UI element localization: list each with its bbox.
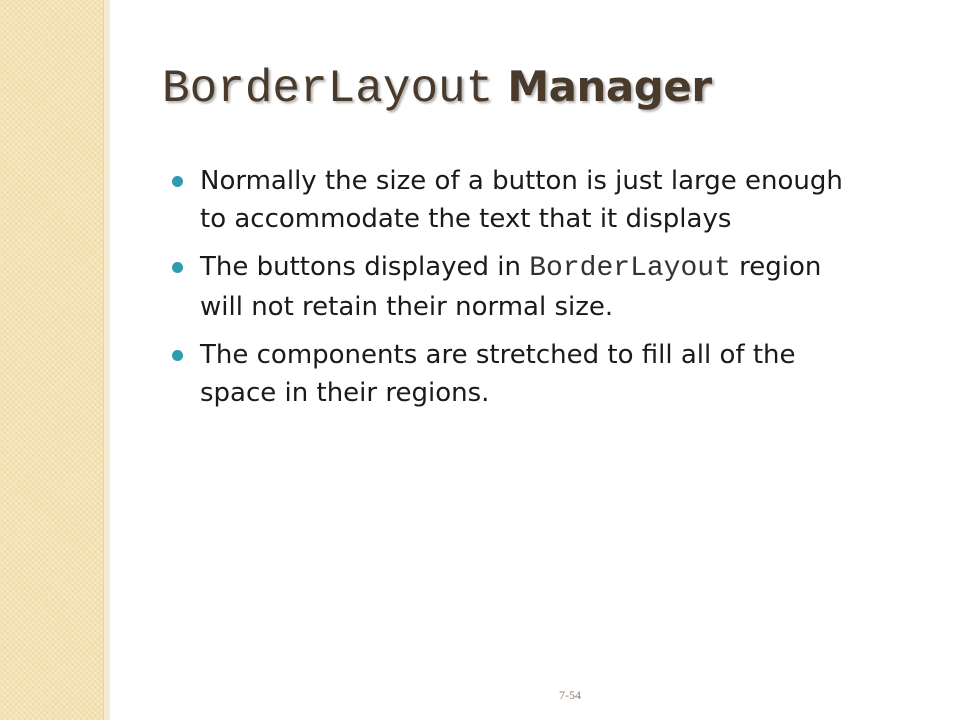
- bullet-text: The components are stretched to fill all of the space in their regions.: [200, 340, 796, 408]
- decorative-side-line: [103, 0, 110, 720]
- bullet-item-1: [172, 162, 872, 238]
- decorative-side-band: [0, 0, 103, 720]
- slide-title: [162, 62, 712, 115]
- bullet-item-2: [172, 248, 872, 326]
- bullet-item-3: [172, 336, 872, 412]
- title-word: Manager: [507, 62, 712, 111]
- bullet-dot-icon: [172, 350, 183, 361]
- bullet-list: [172, 162, 872, 422]
- title-text: [493, 62, 711, 111]
- bullet-text: Normally the size of a button is just large enough to accommodate the text that it displays: [200, 166, 843, 234]
- bullet-text-before: The buttons displayed in: [200, 252, 530, 282]
- bullet-text-after: region will not retain their normal size.: [200, 252, 822, 322]
- title-code-text: BorderLayout: [162, 63, 494, 115]
- page-number: 7-54: [559, 688, 581, 702]
- bullet-dot-icon: [172, 176, 183, 187]
- bullet-dot-icon: [172, 262, 183, 273]
- bullet-code: BorderLayout: [529, 253, 731, 284]
